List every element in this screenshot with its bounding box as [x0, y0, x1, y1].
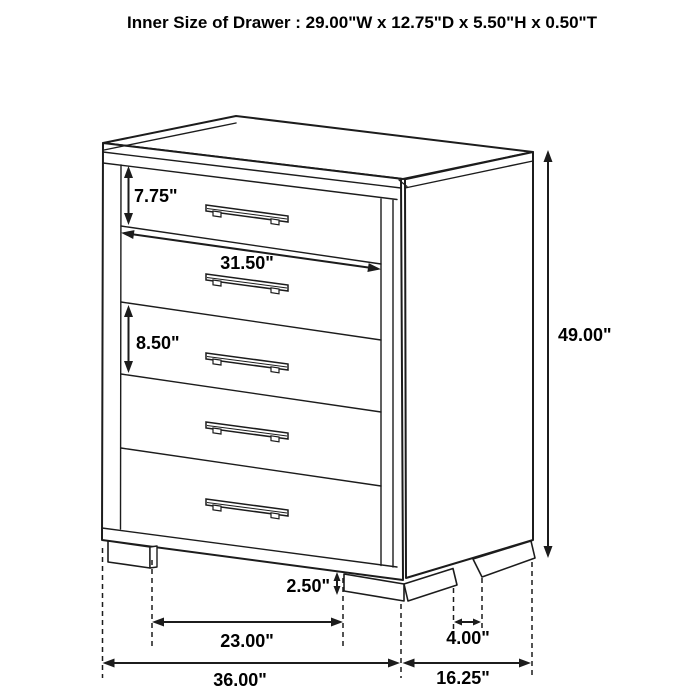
dim-arrow-front-leg-spacing	[152, 618, 343, 627]
dim-label-overall-width: 36.00"	[213, 670, 267, 690]
dim-label-overall-depth: 16.25"	[436, 668, 490, 688]
dim-label-drawer1-height: 7.75"	[134, 186, 178, 206]
figure-title: Inner Size of Drawer : 29.00"W x 12.75"D x 5.50"H x 0.50"T	[127, 13, 598, 32]
front-left-leg-side	[150, 546, 157, 568]
dim-label-side-leg-spacing: 4.00"	[446, 628, 490, 648]
dim-label-front-leg-spacing: 23.00"	[220, 631, 274, 651]
chest-side-face	[405, 152, 533, 578]
dim-label-overall-height: 49.00"	[558, 325, 612, 345]
dim-label-drawer3-height: 8.50"	[136, 333, 180, 353]
dim-arrow-overall-depth	[403, 659, 532, 668]
dim-arrow-overall-width	[103, 659, 401, 668]
dim-arrow-overall-height	[544, 150, 553, 558]
dim-label-drawer-width: 31.50"	[220, 253, 274, 273]
dim-arrow-side-leg-spacing	[454, 619, 481, 626]
left-stile-line	[121, 165, 122, 529]
dim-label-leg-height: 2.50"	[286, 576, 330, 596]
dim-arrow-leg-height	[334, 572, 341, 595]
